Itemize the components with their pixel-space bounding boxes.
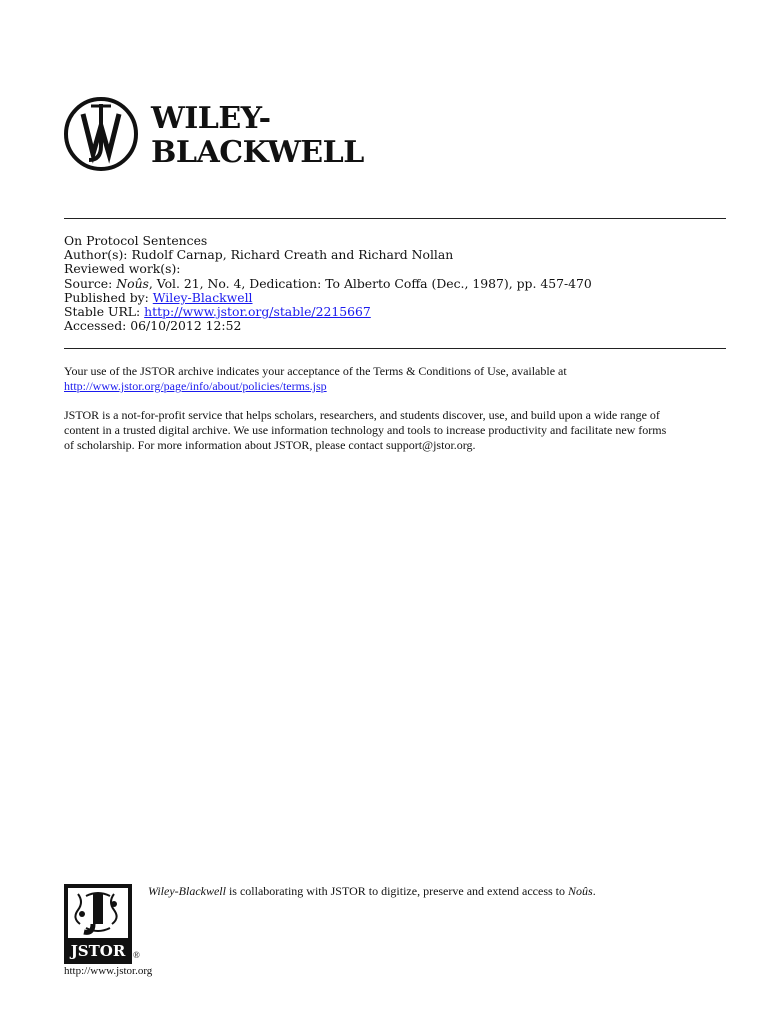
published-label: Published by: — [64, 289, 149, 305]
collab-text: is collaborating with JSTOR to digitize, preserve and extend access to — [225, 884, 568, 898]
about-line-1: JSTOR is a not-for-profit service that helps scholars, researchers, and students discover, use, and build upon a wide range of — [64, 408, 660, 422]
jstor-notice — [64, 364, 724, 453]
terms-link[interactable]: http://www.jstor.org/page/info/about/policies/terms.jsp — [64, 379, 327, 393]
reviewed-works-label: Reviewed work(s): — [64, 261, 181, 277]
source-journal: Noûs — [116, 275, 149, 291]
collaboration-statement — [148, 884, 596, 899]
source-details: , Vol. 21, No. 4, Dedication: To Alberto Coffa (Dec., 1987), pp. 457-470 — [148, 275, 592, 291]
about-line-3: of scholarship. For more information about JSTOR, please contact support@jstor.org. — [64, 438, 476, 452]
registered-mark: ® — [133, 950, 140, 960]
article-title: On Protocol Sentences — [64, 233, 208, 248]
source-line — [64, 277, 726, 291]
authors-label: Author(s): — [64, 247, 128, 263]
accessed-value: 06/10/2012 12:52 — [130, 318, 242, 334]
jstor-home-link[interactable]: http://www.jstor.org — [64, 965, 153, 977]
wiley-blackwell-emblem-icon — [63, 96, 139, 172]
collab-journal: Noûs — [568, 884, 593, 898]
source-label: Source: — [64, 275, 113, 291]
accessed-label: Accessed: — [64, 318, 127, 334]
about-line-2: content in a trusted digital archive. We use information technology and tools to increase productivity and facilitate new forms — [64, 423, 667, 437]
authors-line — [64, 248, 726, 262]
terms-text: Your use of the JSTOR archive indicates your acceptance of the Terms & Conditions of Use, available at — [64, 364, 567, 378]
stable-url-label: Stable URL: — [64, 304, 141, 320]
stable-url-line — [64, 305, 726, 319]
wordmark-line1: WILEY- — [151, 101, 271, 136]
jstor-logo-text: JSTOR — [70, 942, 126, 960]
article-metadata — [64, 234, 726, 333]
jstor-logo-icon — [64, 884, 132, 964]
authors-value: Rudolf Carnap, Richard Creath and Richard Nollan — [131, 247, 454, 263]
wiley-blackwell-logo — [63, 96, 363, 172]
collab-publisher: Wiley-Blackwell — [148, 884, 226, 898]
wordmark-line2: BLACKWELL — [151, 135, 364, 170]
wiley-blackwell-wordmark — [151, 102, 364, 170]
published-line — [64, 291, 726, 305]
top-divider — [64, 218, 726, 219]
publisher-link[interactable]: Wiley-Blackwell — [152, 289, 253, 305]
accessed-line — [64, 319, 726, 333]
bottom-divider — [64, 348, 726, 349]
stable-url-link[interactable]: http://www.jstor.org/stable/2215667 — [144, 304, 371, 320]
collab-end: . — [592, 884, 596, 898]
